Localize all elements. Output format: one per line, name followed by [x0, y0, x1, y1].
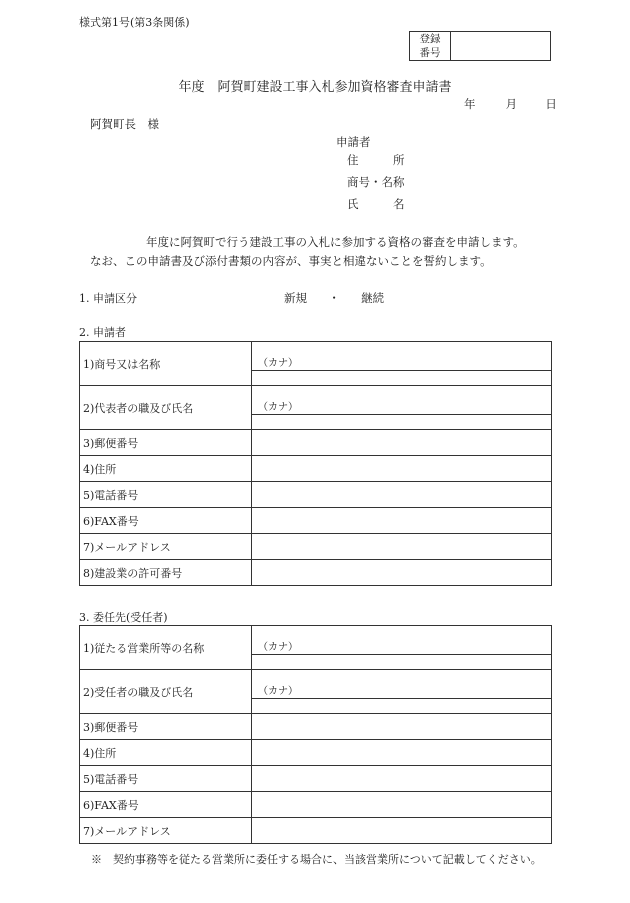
section3-heading: 3. 委任先(受任者) — [79, 611, 168, 624]
table-row — [80, 456, 552, 482]
section1-heading: 1. 申請区分 — [79, 292, 137, 305]
registration-number-box — [409, 31, 551, 61]
kana-label: （カナ） — [252, 357, 551, 371]
table-row — [80, 386, 552, 430]
delegate-address-field[interactable] — [252, 740, 552, 766]
row-label: 6)FAX番号 — [80, 792, 252, 818]
addressee: 阿賀町長 様 — [90, 117, 159, 131]
table-row — [80, 482, 552, 508]
representative-field[interactable] — [252, 386, 552, 430]
applicant-address-label: 住 所 — [347, 153, 405, 167]
table-row — [80, 670, 552, 714]
statement-line-1: 年度に阿賀町で行う建設工事の入札に参加する資格の審査を申請します。 — [146, 235, 525, 249]
kana-label: （カナ） — [252, 641, 551, 655]
applicant-table — [79, 341, 552, 586]
delegate-table — [79, 625, 552, 844]
table-row — [80, 766, 552, 792]
option-new[interactable]: 新規 — [284, 291, 307, 305]
table-row — [80, 534, 552, 560]
statement-line-2: なお、この申請書及び添付書類の内容が、事実と相違ないことを誓約します。 — [90, 254, 492, 268]
registration-label-line2: 番号 — [419, 47, 441, 59]
license-number-field[interactable] — [252, 560, 552, 586]
row-label: 6)FAX番号 — [80, 508, 252, 534]
branch-name-field[interactable] — [252, 626, 552, 670]
applicant-label: 申請者 — [336, 135, 371, 149]
delegate-fax-field[interactable] — [252, 792, 552, 818]
section2-heading: 2. 申請者 — [79, 326, 126, 339]
table-row — [80, 342, 552, 386]
row-label: 5)電話番号 — [80, 482, 252, 508]
postal-code-field[interactable] — [252, 430, 552, 456]
row-label: 8)建設業の許可番号 — [80, 560, 252, 586]
registration-label — [410, 32, 451, 60]
option-separator: ・ — [328, 291, 340, 305]
delegate-email-field[interactable] — [252, 818, 552, 844]
email-field[interactable] — [252, 534, 552, 560]
row-label: 1)従たる営業所等の名称 — [80, 626, 252, 670]
kana-label: （カナ） — [252, 401, 551, 415]
table-row — [80, 430, 552, 456]
row-label: 1)商号又は名称 — [80, 342, 252, 386]
row-label: 3)郵便番号 — [80, 714, 252, 740]
registration-label-line1: 登録 — [419, 33, 441, 45]
date-day: 日 — [545, 97, 557, 111]
application-type-choice — [284, 290, 384, 306]
applicant-trade-name-label: 商号・名称 — [347, 175, 405, 189]
phone-field[interactable] — [252, 482, 552, 508]
fax-field[interactable] — [252, 508, 552, 534]
option-continue[interactable]: 継続 — [361, 291, 385, 305]
row-label: 5)電話番号 — [80, 766, 252, 792]
row-label: 4)住所 — [80, 740, 252, 766]
row-label: 3)郵便番号 — [80, 430, 252, 456]
table-row — [80, 818, 552, 844]
registration-number-field[interactable] — [451, 32, 550, 60]
row-label: 7)メールアドレス — [80, 818, 252, 844]
date-line — [464, 96, 557, 112]
table-row — [80, 626, 552, 670]
table-row — [80, 740, 552, 766]
table-row — [80, 792, 552, 818]
address-field[interactable] — [252, 456, 552, 482]
table-row — [80, 560, 552, 586]
kana-label: （カナ） — [252, 685, 551, 699]
table-row — [80, 508, 552, 534]
date-month: 月 — [505, 97, 518, 111]
page-title: 年度 阿賀町建設工事入札参加資格審査申請書 — [178, 80, 452, 95]
date-year: 年 — [464, 97, 476, 111]
applicant-name-label: 氏 名 — [347, 197, 405, 211]
delegation-note: ※ 契約事務等を従たる営業所に委任する場合に、当該営業所について記載してください。 — [91, 853, 542, 866]
row-label: 7)メールアドレス — [80, 534, 252, 560]
delegate-phone-field[interactable] — [252, 766, 552, 792]
delegate-name-field[interactable] — [252, 670, 552, 714]
row-label: 4)住所 — [80, 456, 252, 482]
row-label: 2)受任者の職及び氏名 — [80, 670, 252, 714]
form-number: 様式第1号(第3条関係) — [79, 16, 190, 29]
delegate-postal-code-field[interactable] — [252, 714, 552, 740]
trade-name-field[interactable] — [252, 342, 552, 386]
table-row — [80, 714, 552, 740]
row-label: 2)代表者の職及び氏名 — [80, 386, 252, 430]
